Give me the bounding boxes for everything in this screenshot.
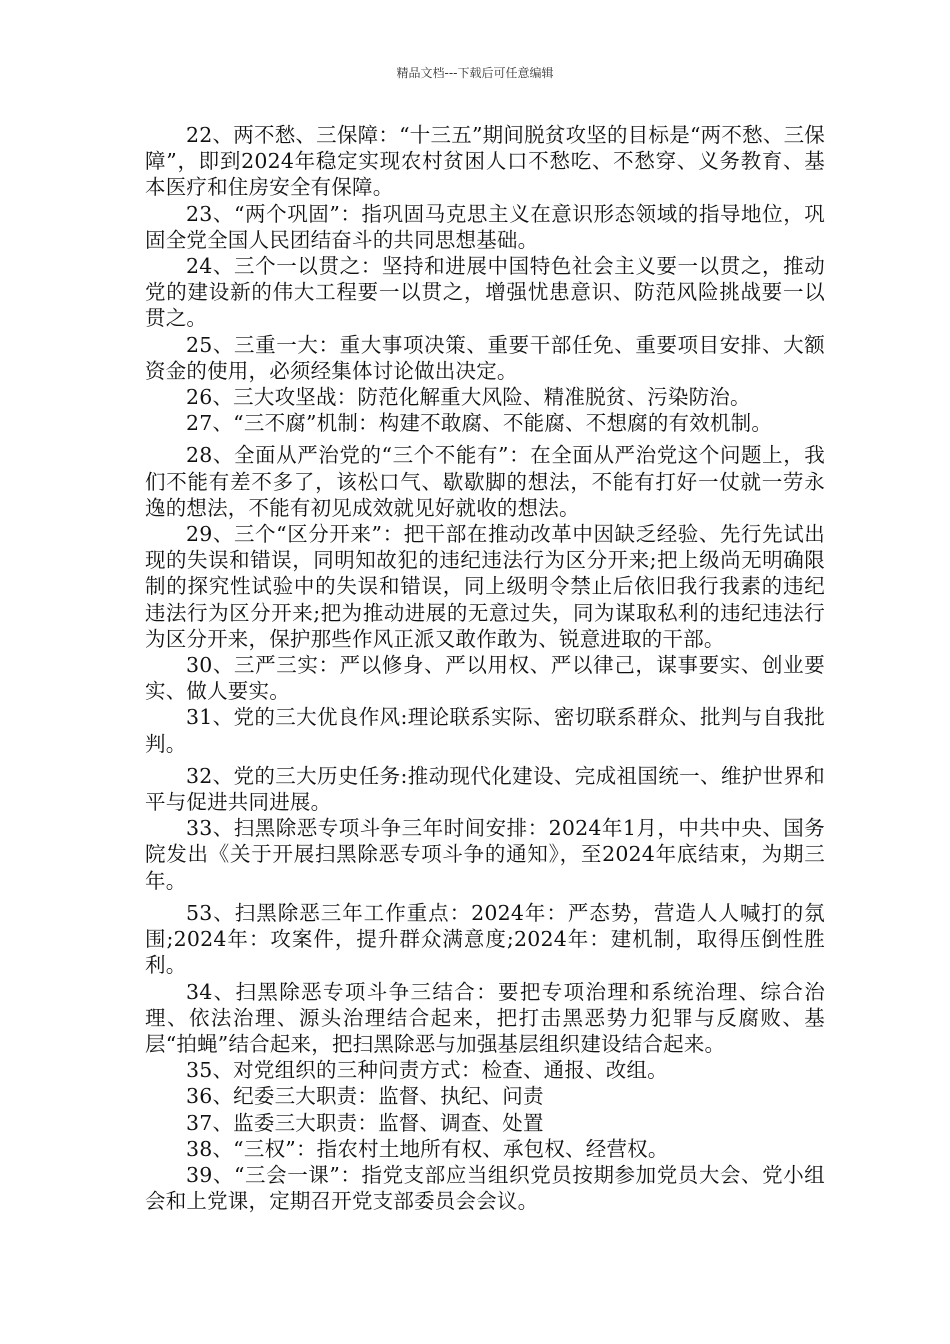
item-25: 25、三重一大：重大事项决策、重要干部任免、重要项目安排、大额资金的使用，必须经集体讨论做出决定。 [145,332,825,383]
item-34: 34、扫黑除恶专项斗争三结合：要把专项治理和系统治理、综合治理、依法治理、源头治理结合起来，把打击黑恶势力犯罪与反腐败、基层“拍蝇”结合起来，把扫黑除恶与加强基层组织建设结合起来。 [145,979,825,1056]
item-32: 32、党的三大历史任务:推动现代化建设、完成祖国统一、维护世界和平与促进共同进展。 [145,763,825,815]
item-22: 22、两不愁、三保障：“十三五”期间脱贫攻坚的目标是“两不愁、三保障”，即到2024年稳定实现农村贫困人口不愁吃、不愁穿、义务教育、基本医疗和住房安全有保障。 [145,123,825,200]
item-28: 28、全面从严治党的“三个不能有”：在全面从严治党这个问题上，我们不能有差不多了，该松口气、歇歇脚的想法，不能有打好一仗就一劳永逸的想法，不能有初见成效就见好就收的想法。 [145,443,825,520]
item-53: 53、扫黑除恶三年工作重点：2024年：严态势，营造人人喊打的氛围;2024年：攻案件，提升群众满意度;2024年：建机制，取得压倒性胜利。 [145,900,825,978]
item-30: 30、三严三实：严以修身、严以用权、严以律己，谋事要实、创业要实、做人要实。 [145,653,825,704]
item-23: 23、“两个巩固”：指巩固马克思主义在意识形态领域的指导地位，巩固全党全国人民团结奋斗的共同思想基础。 [145,201,825,252]
page-header: 精品文档---下载后可任意编辑 [396,66,554,80]
item-38: 38、“三权”：指农村土地所有权、承包权、经营权。 [186,1136,669,1161]
item-24: 24、三个一以贯之：坚持和进展中国特色社会主义要一以贯之，推动党的建设新的伟大工程要一以贯之，增强忧患意识、防范风险挑战要一以贯之。 [145,254,825,331]
item-39: 39、“三会一课”：指党支部应当组织党员按期参加党员大会、党小组会和上党课，定期召开党支部委员会会议。 [145,1162,825,1214]
item-27: 27、“三不腐”机制：构建不敢腐、不能腐、不想腐的有效机制。 [186,411,773,436]
item-35: 35、对党组织的三种问责方式：检查、通报、改组。 [186,1058,668,1083]
document-body [145,122,825,1214]
item-36: 36、纪委三大职责：监督、执纪、问责 [186,1084,544,1109]
item-37: 37、监委三大职责：监督、调查、处置 [186,1110,544,1135]
item-29: 29、三个“区分开来”：把干部在推动改革中因缺乏经验、先行先试出现的失误和错误，同明知故犯的违纪违法行为区分开来;把上级尚无明确限制的探究性试验中的失误和错误，同上级明令禁止后依旧我行我素的违纪违法行为区分开来;把为推动进展的无意过失，同为谋取私利的违纪违法行为区分开来，保护那些作风正派又敢作敢为、锐意进取的干部。 [145,522,825,651]
item-33: 33、扫黑除恶专项斗争三年时间安排：2024年1月，中共中央、国务院发出《关于开展扫黑除恶专项斗争的通知》，至2024年底结束，为期三年。 [145,816,825,893]
item-31: 31、党的三大优良作风:理论联系实际、密切联系群众、批判与自我批判。 [145,705,825,756]
item-26: 26、三大攻坚战：防范化解重大风险、精准脱贫、污染防治。 [186,385,751,410]
